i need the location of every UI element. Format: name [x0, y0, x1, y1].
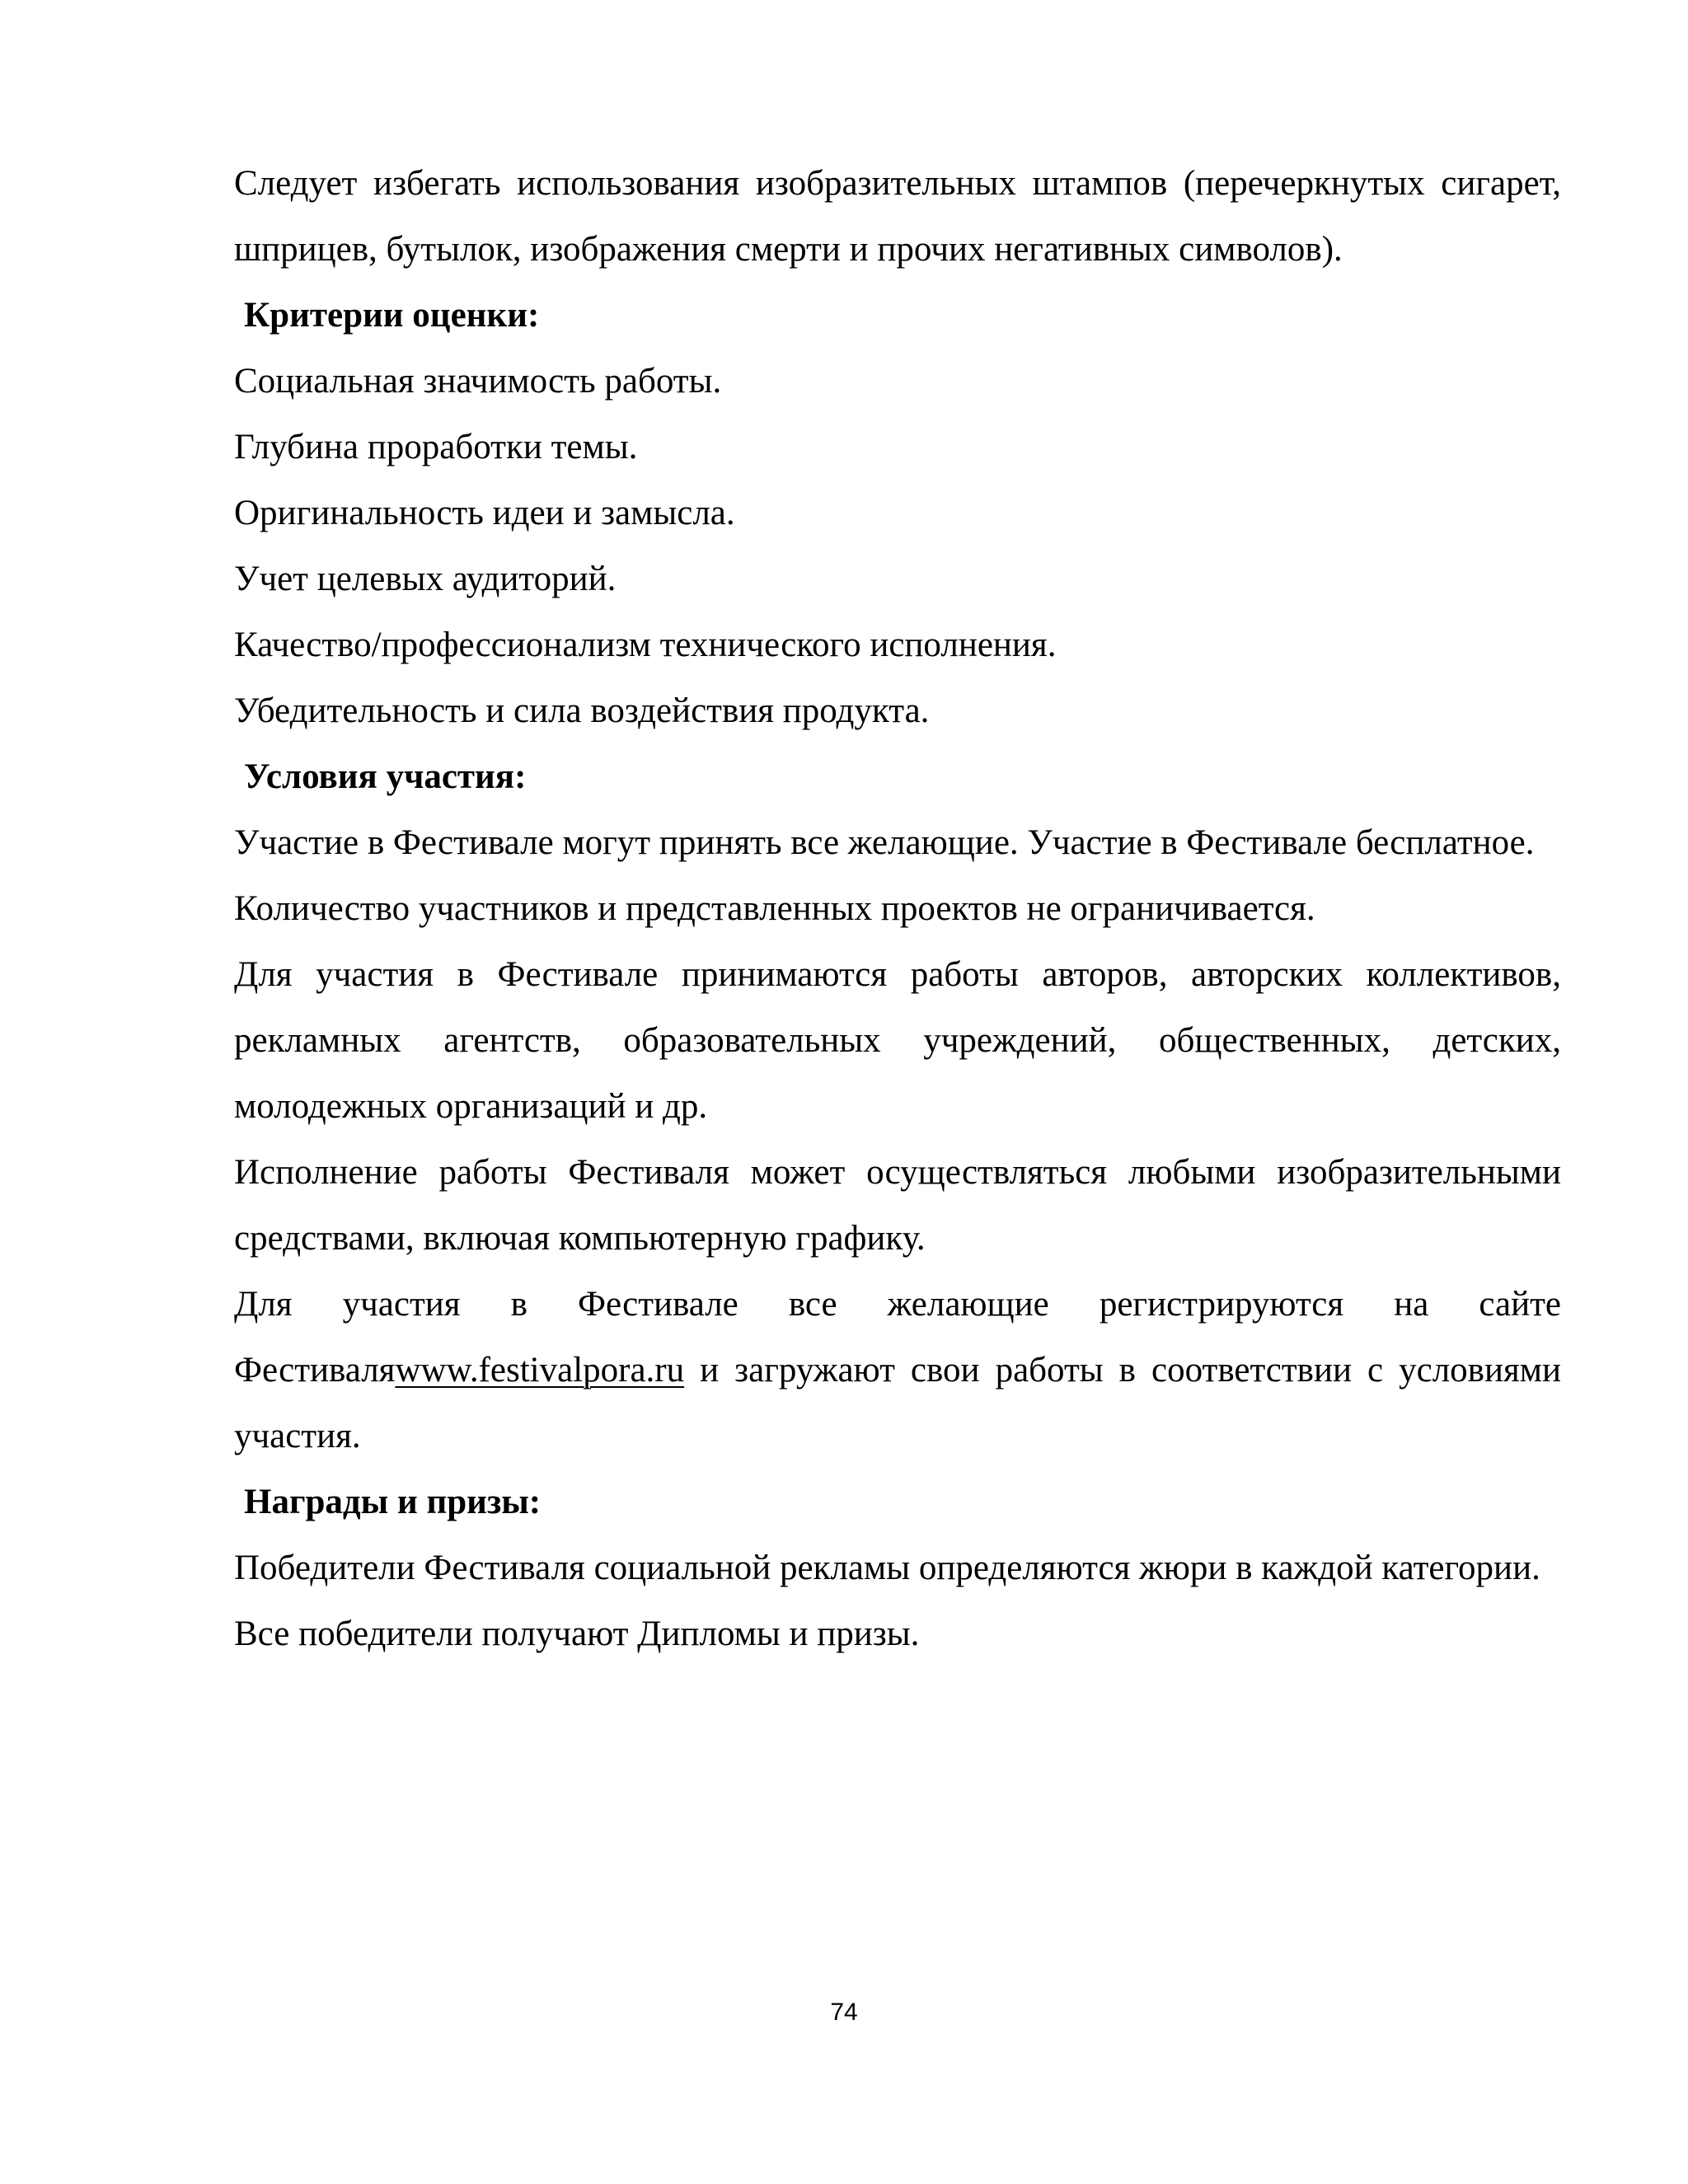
heading-participation-conditions: Условия участия:: [244, 757, 527, 796]
paragraph-diplomas-prizes: Все победители получают Дипломы и призы.: [234, 1615, 920, 1653]
criterion-social-significance: Социальная значимость работы.: [234, 362, 722, 401]
festival-website-link[interactable]: www.festivalpora.ru: [395, 1351, 685, 1390]
heading-evaluation-criteria: Критерии оценки:: [244, 296, 540, 335]
paragraph-stamps: Следует избегать использования изобразительных штампов (перечеркнутых сигарет, шприцев, бутылок, изображения смерти и прочих негативных символов).: [234, 164, 1561, 269]
registration-text-before-link: Для участия в Фестивале все желающие регистрируются на сайте Фестиваля: [234, 1285, 1561, 1390]
paragraph-open-participation: Участие в Фестивале могут принять все желающие. Участие в Фестивале бесплатное.: [234, 823, 1535, 862]
paragraph-unlimited-participants: Количество участников и представленных проектов не ограничивается.: [234, 889, 1315, 928]
paragraph-registration: [234, 1272, 1561, 1469]
criterion-topic-depth: Глубина проработки темы.: [234, 428, 638, 466]
criterion-target-audience: Учет целевых аудиторий.: [234, 560, 617, 598]
registration-text-after-link: и загружают свои работы в соответствии с условиями участия.: [234, 1351, 1561, 1455]
criterion-technical-quality: Качество/профессионализм технического исполнения.: [234, 626, 1057, 664]
paragraph-accepted-works: Для участия в Фестивале принимаются работы авторов, авторских коллективов, рекламных агентств, образовательных учреждений, общественных, детских, молодежных организаций и др.: [234, 955, 1561, 1126]
page-number: 74: [830, 1999, 858, 2026]
paragraph-winners-jury: Победители Фестиваля социальной рекламы определяются жюри в каждой категории.: [234, 1549, 1540, 1587]
paragraph-execution-means: Исполнение работы Фестиваля может осуществляться любыми изобразительными средствами, включая компьютерную графику.: [234, 1153, 1561, 1258]
criterion-originality: Оригинальность идеи и замысла.: [234, 494, 735, 532]
criterion-persuasiveness: Убедительность и сила воздействия продукта.: [234, 691, 930, 730]
document-body: [234, 151, 1561, 1667]
heading-awards-prizes: Награды и призы:: [244, 1483, 542, 1521]
